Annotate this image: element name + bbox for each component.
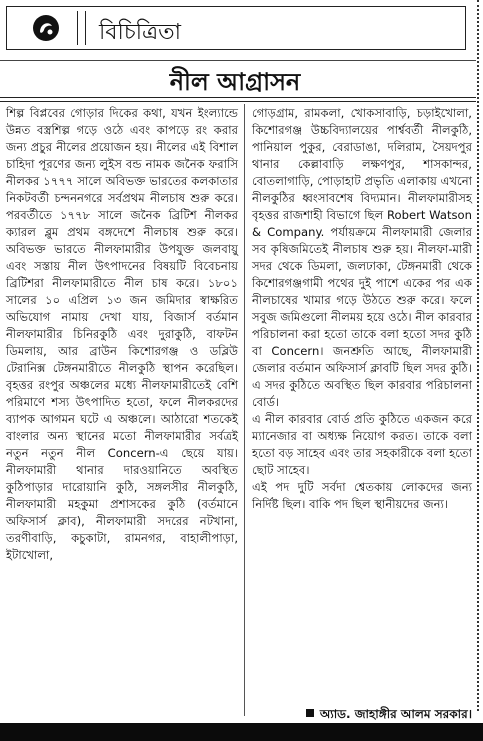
title-bottom-rule-2 bbox=[0, 101, 476, 102]
article-paragraph: গোড়গ্রাম, রামকলা, খোকসাবাড়ি, চড়াইখোলা, কিশোরগঞ্জ উচ্চবিদ্যালয়ের পার্শ্ববর্তী নীলকুঠি, পানিয়াল পুকুর, বেরাডাঙা, দলিরাম, সৈয়দপুর থানার কেল্লাবাড়ি লক্ষণপুর, শাসকান্দর, বোতলাগাড়ি, পোড়াহাট প্রভৃতি এলাকায় এখনো নীলকুঠির ধ্বংসাবশেষ বিদ্যমান। নীলফামারীসহ বৃহত্তর রাজশাহী বিভাগে ছিল Robert Watson & Company. পর্যায়ক্রমে নীলফামারী জেলার সব কৃষিজমিতেই নীলচাষ শুরু হয়। নীলফা-মারী সদর থেকে ডিমলা, জলঢাকা, টেঙ্গনমারী থেকে কিশোরগঞ্জগামী পথের দুই পাশে একের পর এক নীলচাষের খামার গড়ে উঠতে শুরু করে। ফলে সবুজ জমিগুলো নীলময় হয়ে ওঠে। নীল কারবার পরিচালনা করা হতো তাকে বলা হতো সদর কুঠি বা Concern। জনশ্রুতি আছে, নীলফামারী জেলার বর্তমান অফিসার্স ক্লাবটি ছিল সদর কুঠি। এ সদর কুঠিতে অবস্থিত ছিল কারবার পরিচালনা বোর্ড। bbox=[252, 106, 472, 409]
section-header bbox=[6, 6, 466, 50]
section-emblem-icon bbox=[31, 13, 61, 43]
bottom-black-bar bbox=[0, 723, 483, 741]
header-divider bbox=[77, 11, 86, 45]
title-top-rule bbox=[0, 60, 476, 61]
article-paragraph: এই পদ দুটি সর্বদা শ্বেতকায় লোকদের জন্য নির্দিষ্ট ছিল। বাকি পদ ছিল স্থানীয়দের জন্য। bbox=[252, 480, 472, 511]
author-name: অ্যাড. জাহাঙ্গীর আলম সরকার। bbox=[319, 707, 472, 721]
article-paragraph: শিল্প বিপ্লবের গোড়ার দিকের কথা, যখন ইংল্যান্ডে উন্নত বস্ত্রশিল্প গড়ে ওঠে এবং কাপড়ে রং করার জন্য প্রচুর নীলের প্রয়োজন হয়। নীলের এই বিশাল চাহিদা পূরণের জন্য লুইস বন্ড নামক জনৈক ফরাসি নীলকর ১৭৭৭ সালে অবিভক্ত ভারতের কলকাতার নিকটবর্তী চন্দননগরে সর্বপ্রথম নীলচাষ শুরু করে। পরবর্তীতে ১৭৭৮ সালে জনৈক ব্রিটিশ নীলকর ক্যারল ব্লুম প্রথম বঙ্গদেশে নীলচাষ শুরু করে। অবিভক্ত ভারতে নীলফামারীর উপযুক্ত জলবায়ু এবং সস্তায় নীল উৎপাদনের বিষয়টি বিবেচনায় ব্রিটিশরা নীলফামারীতে নীল চাষ করে। ১৮০১ সালের ১০ এপ্রিল ১৩ জন জমিদার স্বাক্ষরিত অভিযোগ নামায় দেখা যায়, বিজার্স বর্তমান নীলফামারীর চিনিরকুঠি এবং দুরাকুঠি, বাফটন ডিমলায়, আর ব্রাউন কিশোরগঞ্জ ও ডব্লিউ টেরানিক্স টেঙ্গনমারীতে নীলকুঠি স্থাপন করেছিল। বৃহত্তর রংপুর অঞ্চলের মধ্যে নীলফামারীতেই বেশি পরিমাণে শস্য উৎপাদিত হতো, ফলে নীলকরদের ব্যাপক আগমন ঘটে এ অঞ্চলে। আঠারো শতকেই বাংলার অন্য স্থানের মতো নীলফামারীর সর্বত্রই নতুন নতুন নীল Concern-এ ছেয়ে যায়। নীলফামারী থানার দারওয়ানিতে অবস্থিত কুঠিপাড়ার দারোয়ানি কুঠি, সঙ্গলসীর নীলকুঠি, নীলফামারী মহকুমা প্রশাসকের কুঠি (বর্তমানে অফিসার্স ক্লাব), নীলফামারী সদরের নটখানা, তরণীবাড়ি, কচুকাটা, রামনগর, বাহালীপাড়া, ইটাখোলা, bbox=[6, 106, 238, 562]
article-paragraph: এ নীল কারবার বোর্ড প্রতি কুঠিতে একজন করে ম্যানেজার বা অধ্যক্ষ নিয়োগ করত। তাকে বলা হতো বড় সাহেব এবং তার সহকারীকে বলা হতো ছোট সাহেব। bbox=[252, 412, 472, 477]
article-column-right bbox=[252, 105, 472, 513]
article-column-left bbox=[6, 105, 238, 564]
title-bottom-rule bbox=[0, 97, 476, 98]
article-title: নীল আগ্রাসন bbox=[169, 68, 301, 96]
bullet-square-icon bbox=[306, 709, 314, 717]
section-title: বিচিত্রিতা bbox=[99, 20, 182, 45]
column-divider bbox=[244, 104, 245, 716]
page-edge-dotted-rule bbox=[477, 0, 479, 711]
